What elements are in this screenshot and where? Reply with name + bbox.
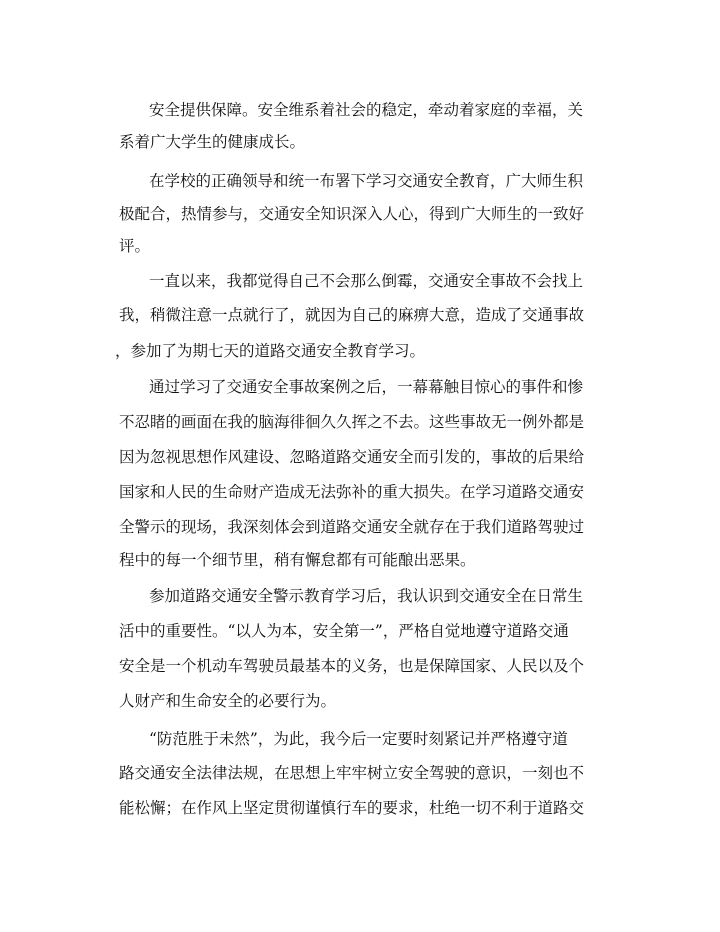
- paragraph-3-line-3: ，参加了为期七天的道路交通安全教育学习。: [115, 342, 426, 360]
- paragraph-6-line-3: 能松懈；在作风上坚定贯彻谨慎行车的要求，杜绝一切不利于道路交: [119, 799, 585, 817]
- paragraph-4-line-6: 程中的每一个细节里，稍有懈怠都有可能酿出恶果。: [119, 551, 476, 569]
- paragraph-6-line-2: 路交通安全法律法规，在思想上牢牢树立安全驾驶的意识，一刻也不: [119, 764, 585, 782]
- paragraph-5-line-1: 参加道路交通安全警示教育学习后，我认识到交通安全在日常生: [149, 587, 584, 605]
- paragraph-5-line-3: 安全是一个机动车驾驶员最基本的义务，也是保障国家、人民以及个: [119, 657, 585, 675]
- paragraph-1-line-1: 安全提供保障。安全维系着社会的稳定，牵动着家庭的幸福，关: [149, 101, 584, 119]
- paragraph-2-line-3: 评。: [119, 237, 151, 255]
- paragraph-4-line-1: 通过学习了交通安全事故案例之后，一幕幕触目惊心的事件和惨: [149, 378, 584, 396]
- paragraph-5-line-2: 活中的重要性。“以人为本，安全第一”，严格自觉地遵守道路交通: [119, 622, 569, 640]
- paragraph-4-line-4: 国家和人民的生命财产造成无法弥补的重大损失。在学习道路交通安: [119, 483, 585, 501]
- paragraph-4-line-3: 因为忽视思想作风建设、忽略道路交通安全而引发的，事故的后果给: [119, 448, 585, 466]
- paragraph-5-line-4: 人财产和生命安全的必要行为。: [119, 692, 337, 710]
- paragraph-3-line-1: 一直以来，我都觉得自己不会那么倒霉，交通安全事故不会找上: [149, 272, 584, 290]
- paragraph-4-line-2: 不忍睹的画面在我的脑海徘徊久久挥之不去。这些事故无一例外都是: [119, 413, 585, 431]
- paragraph-4-line-5: 全警示的现场，我深刻体会到道路交通安全就存在于我们道路驾驶过: [119, 518, 585, 536]
- paragraph-2-line-2: 极配合，热情参与，交通安全知识深入人心，得到广大师生的一致好: [119, 205, 585, 223]
- paragraph-1-line-2: 系着广大学生的健康成长。: [119, 133, 306, 151]
- paragraph-3-line-2: 我，稍微注意一点就行了，就因为自己的麻痹大意，造成了交通事故: [119, 306, 585, 324]
- paragraph-2-line-1: 在学校的正确领导和统一布署下学习交通安全教育，广大师生积: [149, 172, 584, 190]
- paragraph-6-line-1: “防范胜于未然”，为此，我今后一定要时刻紧记并严格遵守道: [149, 730, 568, 748]
